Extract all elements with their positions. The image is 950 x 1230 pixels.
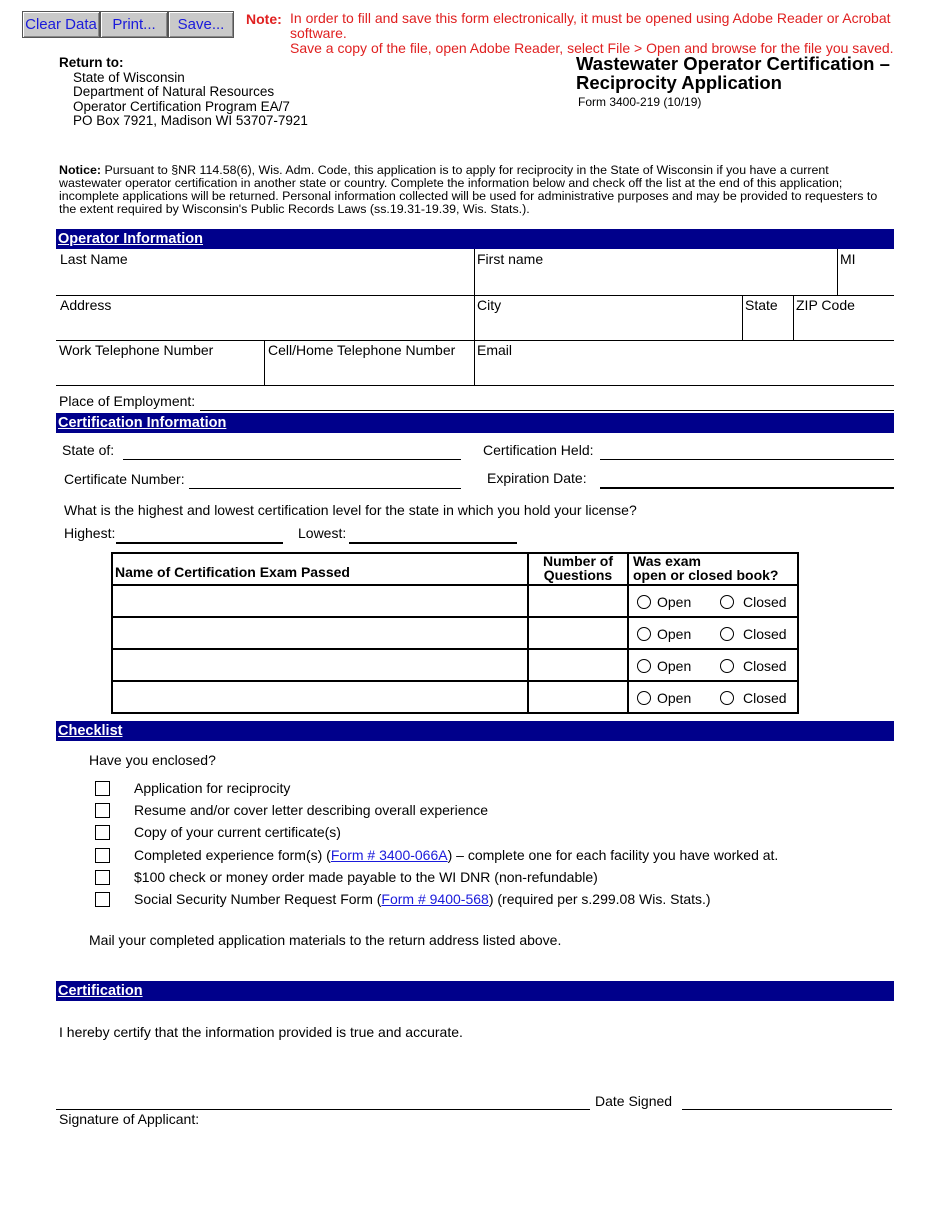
checkbox-experience-form[interactable] — [95, 848, 110, 863]
closed-label: Closed — [743, 690, 787, 706]
checkbox-payment[interactable] — [95, 870, 110, 885]
exam-name-cell[interactable] — [112, 649, 528, 681]
return-line: Operator Certification Program EA/7 — [73, 98, 290, 114]
cert-number-field[interactable] — [189, 470, 461, 489]
state-of-label: State of: — [62, 442, 115, 458]
notice-text: Pursuant to §NR 114.58(6), Wis. Adm. Code, this application is to apply for reciprocity in the State of Wisconsin if you have a current wastewater operator certification in another state or country. Complete the information below and check off the list at the end of this application; incomplete applications will be returned. Personal information collected will be used for administrative purposes and may be provided to requesters to the extent required by Wisconsin's Public Records Laws (ss.19.31-19.39, Wis. Stats.). — [59, 163, 878, 216]
checkbox-application[interactable] — [95, 781, 110, 796]
date-signed-field[interactable] — [682, 1090, 892, 1110]
questions-cell[interactable] — [528, 617, 628, 649]
form-3400-066a-link[interactable]: Form # 3400-066A — [330, 847, 448, 863]
signature-label: Signature of Applicant: — [59, 1111, 200, 1127]
title-line-1: Wastewater Operator Certification – — [576, 53, 890, 74]
checklist-item-label: Copy of your current certificate(s) — [134, 824, 341, 840]
title-line-2: Reciprocity Application — [576, 72, 782, 93]
checklist-item-label: $100 check or money order made payable to the WI DNR (non-refundable) — [134, 869, 598, 885]
expiration-label: Expiration Date: — [487, 470, 587, 486]
signature-field[interactable] — [56, 1090, 590, 1110]
col-book-line-2: open or closed book? — [633, 567, 779, 583]
table-row — [112, 617, 798, 649]
certify-statement: I hereby certify that the information provided is true and accurate. — [59, 1024, 463, 1040]
city-label: City — [477, 297, 502, 313]
certification-section-header: Certification Information — [56, 413, 894, 433]
col-questions-line-1: Number of — [543, 553, 613, 569]
table-header-row — [112, 553, 798, 585]
return-line: State of Wisconsin — [73, 69, 185, 85]
item-text: Social Security Number Request Form ( — [134, 891, 382, 907]
return-heading: Return to: — [59, 55, 124, 70]
divider — [56, 385, 894, 386]
open-label: Open — [657, 658, 692, 674]
col-exam-name: Name of Certification Exam Passed — [112, 553, 528, 585]
save-button[interactable]: Save... — [168, 11, 234, 38]
city-field[interactable] — [475, 296, 742, 340]
return-line: PO Box 7921, Madison WI 53707-7921 — [73, 113, 308, 128]
mi-field[interactable] — [838, 249, 894, 295]
open-radio[interactable] — [637, 627, 651, 641]
first-name-label: First name — [477, 251, 544, 267]
notice — [59, 164, 891, 216]
operator-section-header: Operator Information — [56, 229, 894, 249]
book-cell — [628, 649, 798, 681]
questions-cell[interactable] — [528, 681, 628, 713]
state-label: State — [745, 297, 778, 313]
last-name-field[interactable] — [56, 249, 474, 295]
closed-radio[interactable] — [720, 691, 734, 705]
open-label: Open — [657, 594, 692, 610]
certification-header: Certification — [56, 981, 894, 1001]
open-label: Open — [657, 690, 692, 706]
open-label: Open — [657, 626, 692, 642]
exam-name-cell[interactable] — [112, 681, 528, 713]
exam-table — [111, 552, 799, 714]
col-book-line-1: Was exam — [633, 553, 701, 569]
checklist-item-label — [134, 891, 711, 907]
table-row — [112, 681, 798, 713]
checklist-section-header: Checklist — [56, 721, 894, 741]
address-label: Address — [60, 297, 112, 313]
note-line-1: In order to fill and save this form electronically, it must be opened using Adobe Reader or Acrobat software. — [290, 10, 891, 41]
note-line-2: Save a copy of the file, open Adobe Reader, select File > Open and browse for the file you saved. — [290, 40, 894, 56]
checklist-item-label — [134, 847, 778, 863]
cert-number-label: Certificate Number: — [64, 471, 185, 487]
mi-label: MI — [840, 251, 856, 267]
closed-radio[interactable] — [720, 627, 734, 641]
closed-label: Closed — [743, 658, 787, 674]
lowest-field[interactable] — [349, 524, 517, 544]
zip-label: ZIP Code — [796, 297, 855, 313]
col-book — [628, 553, 798, 585]
table-row — [112, 585, 798, 617]
item-text: ) (required per s.299.08 Wis. Stats.) — [488, 891, 711, 907]
address-field[interactable] — [56, 296, 474, 340]
return-line: Department of Natural Resources — [73, 84, 275, 99]
cell-phone-field[interactable] — [265, 341, 474, 385]
return-address — [59, 56, 308, 129]
first-name-field[interactable] — [475, 249, 837, 295]
clear-data-button[interactable]: Clear Data — [22, 11, 100, 38]
book-cell — [628, 585, 798, 617]
checklist-item-label: Application for reciprocity — [134, 780, 291, 796]
checkbox-resume[interactable] — [95, 803, 110, 818]
book-cell — [628, 681, 798, 713]
date-signed-label: Date Signed — [595, 1093, 673, 1109]
closed-radio[interactable] — [720, 659, 734, 673]
level-question: What is the highest and lowest certification level for the state in which you hold your license? — [64, 502, 637, 518]
form-9400-568-link[interactable]: Form # 9400-568 — [381, 891, 489, 907]
exam-name-cell[interactable] — [112, 617, 528, 649]
cell-phone-label: Cell/Home Telephone Number — [268, 342, 456, 358]
page-title — [576, 54, 890, 92]
highest-field[interactable] — [116, 524, 283, 544]
print-button[interactable]: Print... — [100, 11, 168, 38]
col-questions — [528, 553, 628, 585]
work-phone-field[interactable] — [56, 341, 264, 385]
work-phone-label: Work Telephone Number — [59, 342, 214, 358]
note-label: Note: — [246, 11, 282, 27]
state-of-field[interactable] — [123, 441, 461, 460]
cert-held-field[interactable] — [600, 441, 894, 460]
open-radio[interactable] — [637, 595, 651, 609]
employment-field[interactable] — [200, 392, 894, 411]
item-text: Completed experience form(s) ( — [134, 847, 331, 863]
lowest-label: Lowest: — [298, 525, 347, 541]
questions-cell[interactable] — [528, 585, 628, 617]
col-questions-line-2: Questions — [543, 567, 613, 583]
last-name-label: Last Name — [60, 251, 128, 267]
closed-radio[interactable] — [720, 595, 734, 609]
highest-label: Highest: — [64, 525, 116, 541]
closed-label: Closed — [743, 626, 787, 642]
open-radio[interactable] — [637, 659, 651, 673]
expiration-field[interactable] — [600, 469, 894, 489]
checkbox-ssn-form[interactable] — [95, 892, 110, 907]
notice-label: Notice: — [59, 163, 101, 177]
open-radio[interactable] — [637, 691, 651, 705]
closed-label: Closed — [743, 594, 787, 610]
note-text — [290, 11, 940, 56]
employment-label: Place of Employment: — [59, 393, 196, 409]
item-text: ) – complete one for each facility you have worked at. — [447, 847, 779, 863]
table-row — [112, 649, 798, 681]
exam-name-cell[interactable] — [112, 585, 528, 617]
cert-held-label: Certification Held: — [483, 442, 594, 458]
questions-cell[interactable] — [528, 649, 628, 681]
checklist-prompt: Have you enclosed? — [89, 752, 216, 768]
checkbox-certificate[interactable] — [95, 825, 110, 840]
form-number: Form 3400-219 (10/19) — [578, 95, 702, 109]
checklist-item-label: Resume and/or cover letter describing overall experience — [134, 802, 489, 818]
email-field[interactable] — [475, 341, 894, 385]
mail-note: Mail your completed application materials to the return address listed above. — [89, 932, 562, 948]
state-field[interactable] — [743, 296, 793, 340]
email-label: Email — [477, 342, 513, 358]
zip-field[interactable] — [794, 296, 894, 340]
book-cell — [628, 617, 798, 649]
